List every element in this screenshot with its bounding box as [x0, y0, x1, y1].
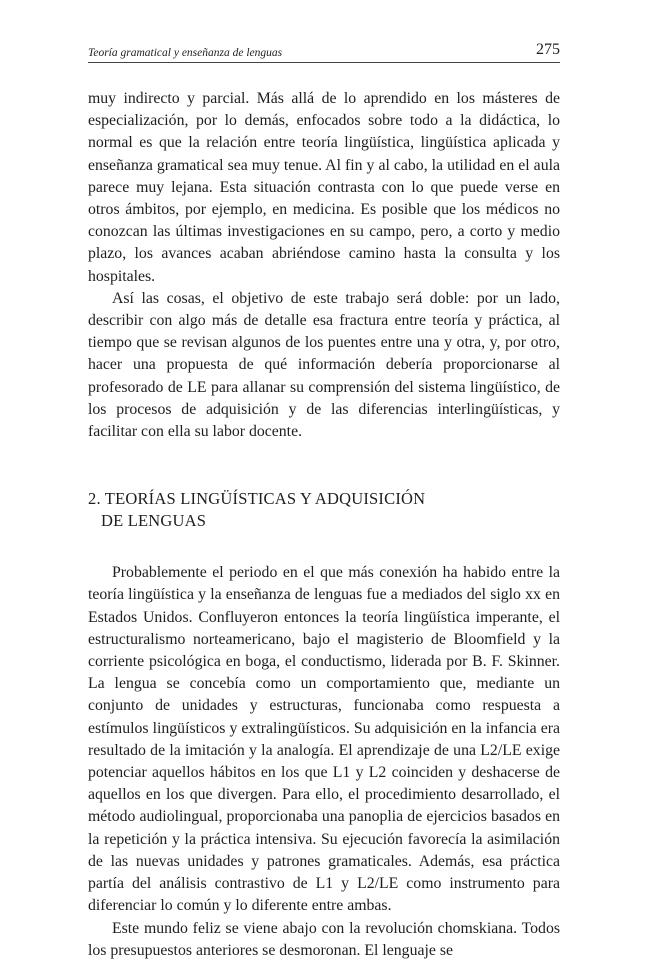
page-number: 275 [536, 41, 560, 58]
paragraph: Este mundo feliz se viene abajo con la revolución chomskiana. Todos los presupuestos anteriores se desmoronan. El lenguaje se [88, 919, 560, 959]
paragraph: Así las cosas, el objetivo de este trabajo será doble: por un lado, describir con algo más de detalle esa fractura entre teoría y práctica, al tiempo que se revisan algunos de los puentes entre una y otra, y, por otro, hacer una propuesta de qué información debería proporcionarse al profesorado de LE para allanar su comprensión del sistema lingüístico, de los procesos de adquisición y de las diferencias interlingüísticas, y facilitar con ella su labor docente. [88, 289, 560, 441]
page-body [88, 88, 560, 962]
paragraph: muy indirecto y parcial. Más allá de lo aprendido en los másteres de especialización, por lo demás, enfocados sobre todo a la didáctica, lo normal es que la relación entre teoría lingüística, lingüística aplicada y enseñanza gramatical sea muy tenue. Al fin y al cabo, la utilidad en el aula parece muy lejana. Esta situación contrasta con lo que puede verse en otros ámbitos, por ejemplo, en medicina. Es posible que los médicos no conozcan las últimas investigaciones en su campo, pero, a corto y medio plazo, los avances acaban abriéndose camino hasta la consulta y los hospitales. [88, 90, 560, 285]
running-header [88, 40, 560, 63]
section-heading-line: DE LENGUAS [101, 511, 207, 531]
paragraph: Probablemente el periodo en el que más conexión ha habido entre la teoría lingüística y la enseñanza de lenguas fue a mediados del siglo xx en Estados Unidos. Confluyeron entonces la teoría lingüística imperante, el estructuralismo norteamericano, bajo el magisterio de Bloomfield y la corriente psicológica en boga, el conductismo, liderada por B. F. Skinner. La lengua se concebía como un comportamiento que, mediante un conjunto de unidades y estructuras, funcionaba como respuesta a estímulos lingüísticos y extralingüísticos. Su adquisición en la infancia era resultado de la imitación y la analogía. El aprendizaje de una L2/LE exige potenciar aquellos hábitos en los que L1 y L2 coinciden y deshacerse de aquellos en los que divergen. Para ello, el procedimiento desarrollado, el método audiolingual, proporcionaba una panoplia de ejercicios basados en la repetición y la práctica intensiva. Su ejecución favorecía la asimilación de las nuevas unidades y patrones gramaticales. Además, esa práctica partía del análisis contrastivo de L1 y L2/LE como instrumento para diferenciar lo común y lo diferente entre ambas. [88, 564, 560, 915]
section-heading [88, 488, 560, 532]
section-heading-line: 2. TEORÍAS LINGÜÍSTICAS Y ADQUISICIÓN [88, 489, 426, 509]
running-title: Teoría gramatical y enseñanza de lenguas [88, 47, 283, 59]
